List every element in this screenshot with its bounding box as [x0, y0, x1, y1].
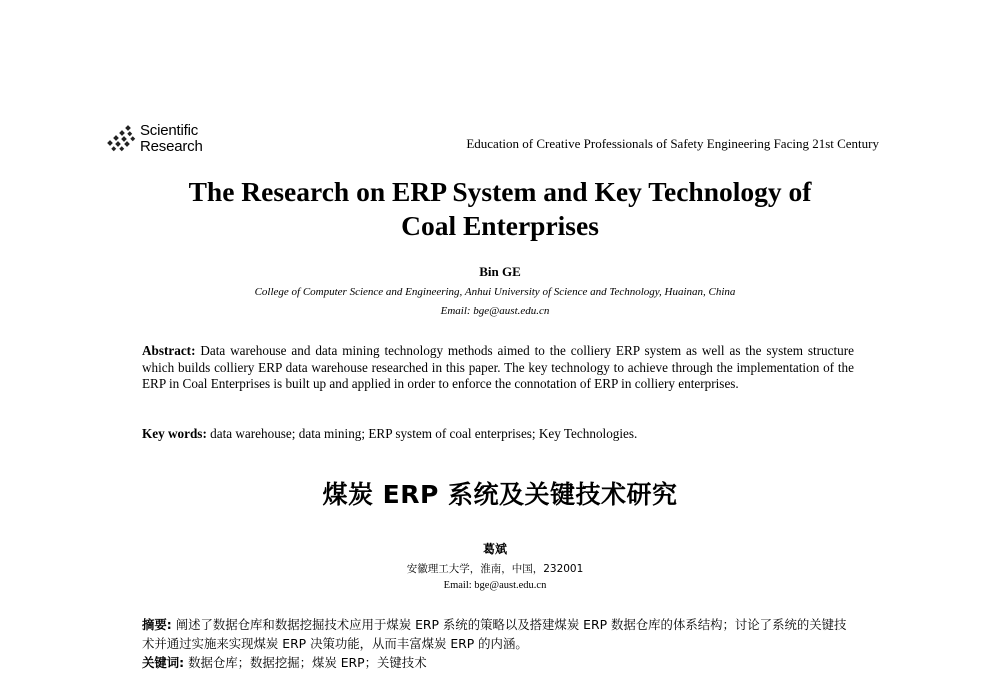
- title-line-1: The Research on ERP System and Key Technology of: [188, 176, 812, 207]
- publisher-logo: [104, 123, 203, 155]
- paper-title: [0, 175, 1000, 243]
- chinese-author-name: 葛斌: [482, 542, 507, 556]
- running-head: Education of Creative Professionals of Safety Engineering Facing 21st Century: [466, 136, 879, 151]
- keywords: [142, 426, 854, 442]
- chinese-keywords-label: 关键词:: [142, 655, 185, 670]
- author-name: Bin GE: [479, 264, 521, 279]
- chinese-affiliation: 安徽理工大学，淮南，中国，232001: [406, 563, 584, 575]
- abstract-text: Data warehouse and data mining technology methods aimed to the colliery ERP system as well as the system structure which builds colliery ERP data warehouse researched in this paper. The key technology to achieve through the implementation of the ERP in Coal Enterprises is built up and applied in order to enforce the connotation of ERP in colliery enterprises.: [142, 343, 854, 391]
- author-affiliation: College of Computer Science and Engineering, Anhui University of Science and Technology, Huainan, China: [254, 286, 736, 298]
- abstract-label: Abstract:: [142, 343, 196, 358]
- chinese-abstract-label: 摘要:: [142, 617, 172, 632]
- author-email: Email: bge@aust.edu.cn: [440, 305, 550, 317]
- chinese-keywords-text: 数据仓库；数据挖掘；煤炭 ERP；关键技术: [188, 655, 427, 670]
- chinese-title: 煤炭 ERP 系统及关键技术研究: [322, 480, 678, 509]
- logo-line-1: Scientific: [140, 122, 199, 139]
- logo-line-2: Research: [140, 138, 203, 155]
- scientific-research-logo-icon: [104, 124, 138, 154]
- title-line-2: Coal Enterprises: [401, 210, 599, 241]
- chinese-abstract: [142, 615, 854, 672]
- logo-text: [140, 123, 203, 155]
- keywords-text: data warehouse; data mining; ERP system of coal enterprises; Key Technologies.: [210, 426, 638, 441]
- abstract: [142, 343, 854, 393]
- chinese-abstract-paragraph: [142, 615, 854, 653]
- chinese-email: Email: bge@aust.edu.cn: [443, 580, 547, 591]
- keywords-label: Key words:: [142, 426, 207, 441]
- chinese-keywords: [142, 653, 854, 672]
- chinese-abstract-text: 阐述了数据仓库和数据挖掘技术应用于煤炭 ERP 系统的策略以及搭建煤炭 ERP 数据仓库的体系结构；讨论了系统的关键技术并通过实施来实现煤炭 ERP 决策功能，从而丰富煤炭 ERP 的内涵。: [142, 617, 847, 651]
